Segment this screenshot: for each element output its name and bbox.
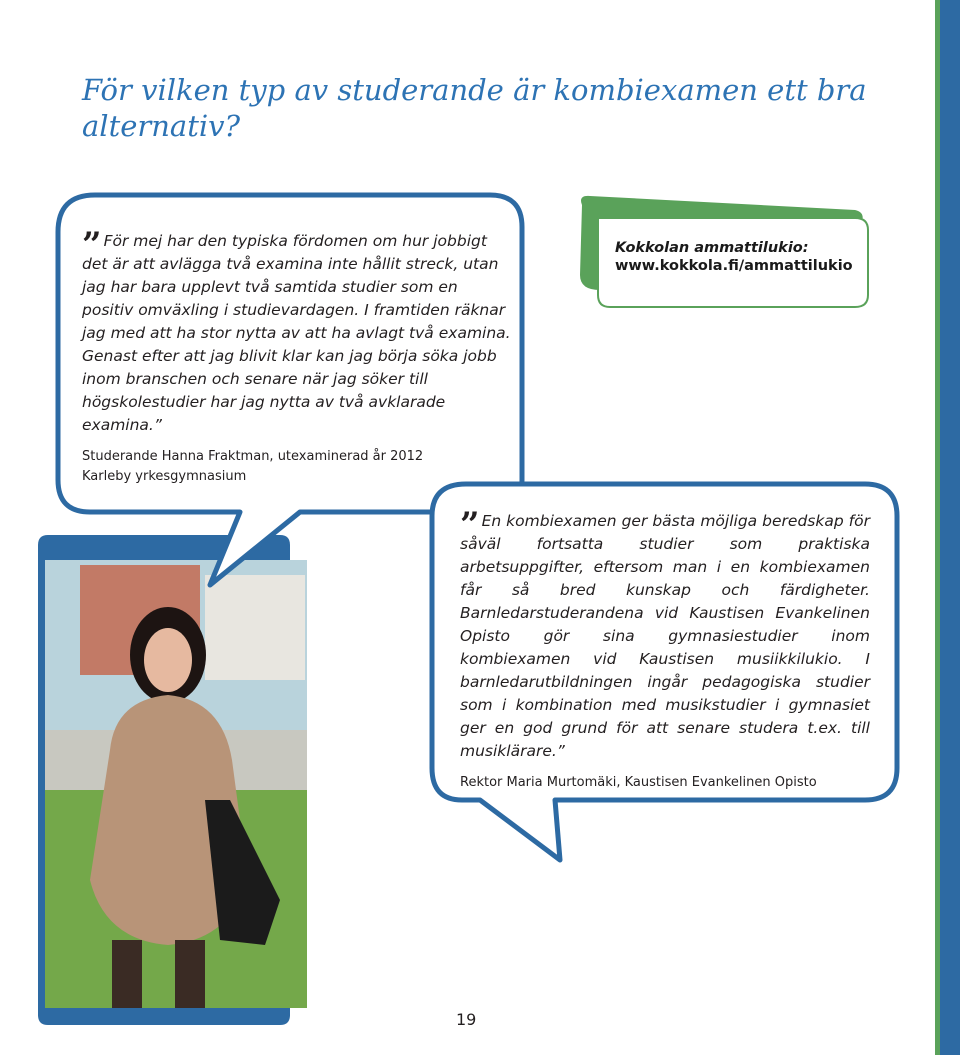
website-info xyxy=(615,240,860,274)
page-number: 19 xyxy=(456,1010,477,1029)
quote-mark-icon: ” xyxy=(82,225,102,265)
student-photo xyxy=(45,560,307,1008)
attribution-line-2: Karleby yrkesgymnasium xyxy=(82,469,247,484)
attribution-line-1: Studerande Hanna Fraktman, utexaminerad år 2012 xyxy=(82,449,424,464)
website-label: Kokkolan ammattilukio: xyxy=(615,240,809,256)
quote-attribution-principal: Rektor Maria Murtomäki, Kaustisen Evankelinen Opisto xyxy=(460,775,817,790)
quote-text-student xyxy=(82,225,512,437)
quote-bubble-student xyxy=(82,225,512,487)
quote-attribution-student xyxy=(82,447,512,487)
quote-body: För mej har den typiska fördomen om hur jobbigt det är att avlägga två examina inte hållit streck, utan jag har bara upplevt två samtida studier som en positiv omväxling i studievardagen. I framtiden räknar jag med att ha stor nytta av att ha avlagt två examina. Genast efter att jag blivit klar kan jag börja söka jobb inom branschen och senare när jag söker till högskolestudier har jag nytta av två avklarade examina.” xyxy=(82,232,511,434)
website-link[interactable]: www.kokkola.fi/ammattilukio xyxy=(615,258,853,274)
quote-text-principal xyxy=(460,505,870,763)
page-heading: För vilken typ av studerande är kombiexamen ett bra alternativ? xyxy=(82,73,867,143)
quote-bubble-principal xyxy=(460,505,870,793)
quote-body: En kombiexamen ger bästa möjliga beredskap för såväl fortsatta studier som praktiska arbetsuppgifter, eftersom man i en kombiexamen får så bred kunskap och färdigheter. Barnledarstuderandena vid Kaustisen Evankelinen Opisto gör sina gymnasiestudier inom kombiexamen vid Kaustisen musiikkilukio. I barnledarutbildningen ingår pedagogiska studier som i kombination med musikstudier i gymnasiet ger en god grund för att senare studera t.ex. till musiklärare.” xyxy=(460,512,870,760)
quote-mark-icon: ” xyxy=(460,505,480,545)
